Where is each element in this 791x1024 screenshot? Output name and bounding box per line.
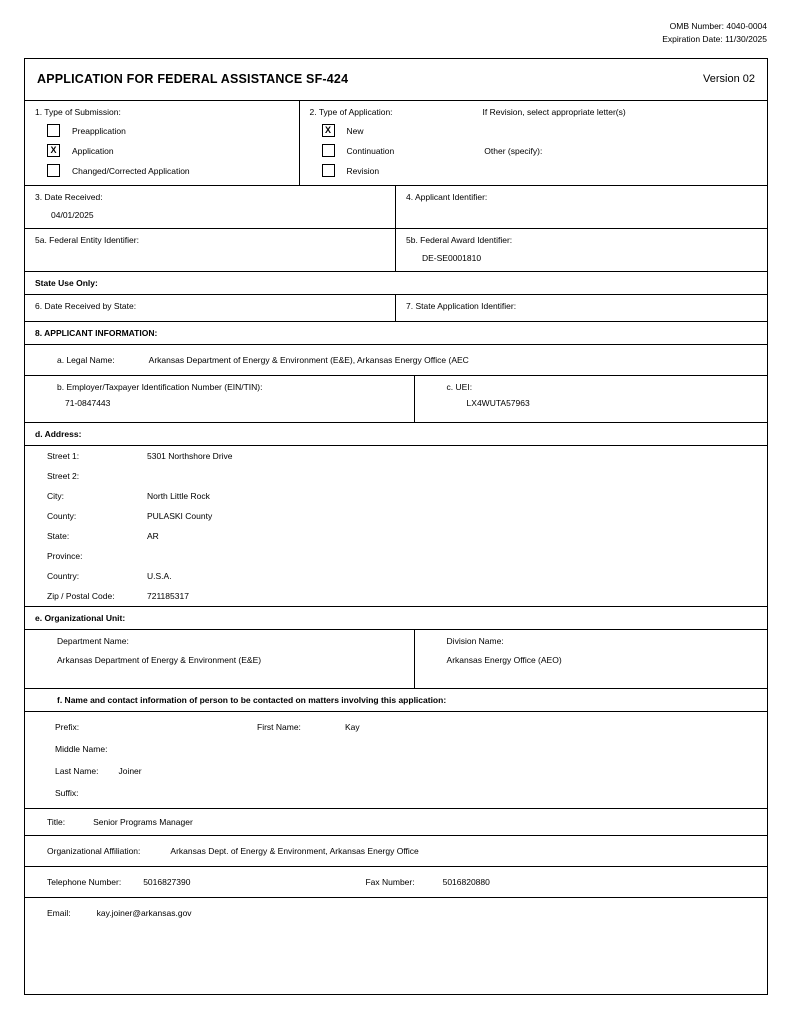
address-city-value[interactable]: North Little Rock bbox=[147, 491, 210, 501]
contact-title-cell bbox=[25, 809, 767, 835]
uei-cell bbox=[415, 376, 767, 422]
address-county bbox=[25, 506, 767, 526]
contact-suffix-label: Suffix: bbox=[55, 788, 79, 798]
row-contact-title bbox=[25, 809, 767, 836]
item2-label: 2. Type of Application: bbox=[309, 107, 393, 117]
address-state-value[interactable]: AR bbox=[147, 531, 159, 541]
address-county-label: County: bbox=[47, 511, 77, 521]
contact-affiliation-cell bbox=[25, 836, 767, 866]
contact-prefix-firstname bbox=[25, 716, 767, 738]
contact-title-value[interactable]: Senior Programs Manager bbox=[93, 817, 193, 827]
row-address-heading bbox=[25, 423, 767, 446]
submission-type-block bbox=[25, 101, 767, 186]
ein-value[interactable]: 71-0847443 bbox=[65, 398, 111, 408]
checkbox-continuation[interactable] bbox=[322, 144, 335, 157]
address-state bbox=[25, 526, 767, 546]
address-street1 bbox=[25, 446, 767, 466]
omb-expiration: Expiration Date: 11/30/2025 bbox=[662, 34, 767, 45]
item2-option-revision[interactable] bbox=[310, 164, 757, 177]
item5b-federal-award-identifier bbox=[396, 229, 767, 271]
address-zip bbox=[25, 586, 767, 606]
address-street2-label: Street 2: bbox=[47, 471, 80, 481]
item2-revision-note: If Revision, select appropriate letter(s) bbox=[482, 107, 626, 117]
checkbox-preapplication[interactable] bbox=[47, 124, 60, 137]
telephone-label: Telephone Number: bbox=[47, 877, 122, 887]
item2-other-specify-label: Other (specify): bbox=[484, 145, 543, 156]
item2-option-continuation[interactable] bbox=[310, 144, 757, 157]
item5b-value[interactable]: DE-SE0001810 bbox=[422, 253, 482, 263]
item1-type-of-submission bbox=[25, 101, 300, 185]
item8-heading: 8. APPLICANT INFORMATION: bbox=[35, 328, 158, 338]
item5a-federal-entity-identifier bbox=[25, 229, 396, 271]
address-country-value[interactable]: U.S.A. bbox=[147, 571, 172, 581]
item8-heading-cell bbox=[25, 322, 767, 344]
row-item5a-item5b bbox=[25, 229, 767, 272]
row-ein-uei bbox=[25, 376, 767, 423]
telephone-fax-cell bbox=[25, 867, 767, 897]
address-block bbox=[25, 446, 767, 607]
address-street2 bbox=[25, 466, 767, 486]
address-country bbox=[25, 566, 767, 586]
page-title: APPLICATION FOR FEDERAL ASSISTANCE SF-424 bbox=[37, 71, 349, 86]
item1-option-application-label: Application bbox=[72, 145, 114, 156]
item4-label: 4. Applicant Identifier: bbox=[406, 192, 488, 202]
legal-name-cell bbox=[25, 345, 767, 375]
item1-option-preapplication[interactable] bbox=[35, 124, 289, 137]
omb-number: OMB Number: 4040-0004 bbox=[669, 21, 767, 31]
contact-affiliation-label: Organizational Affiliation: bbox=[47, 846, 141, 856]
contact-heading-cell bbox=[25, 689, 767, 711]
contact-middle-name-label: Middle Name: bbox=[55, 744, 108, 754]
item1-label: 1. Type of Submission: bbox=[35, 107, 121, 117]
row-department-division bbox=[25, 630, 767, 689]
sf424-form bbox=[24, 58, 768, 995]
department-value[interactable]: Arkansas Department of Energy & Environment (E&E) bbox=[57, 655, 262, 665]
item7-label: 7. State Application Identifier: bbox=[406, 301, 517, 311]
checkbox-changed-corrected[interactable] bbox=[47, 164, 60, 177]
fax-value[interactable]: 5016820880 bbox=[442, 877, 490, 887]
item1-option-preapplication-label: Preapplication bbox=[72, 125, 126, 136]
legal-name-label: a. Legal Name: bbox=[57, 355, 115, 365]
item5a-label: 5a. Federal Entity Identifier: bbox=[35, 235, 139, 245]
item2-option-continuation-label: Continuation bbox=[346, 145, 395, 156]
email-label: Email: bbox=[47, 908, 71, 918]
division-cell bbox=[415, 630, 767, 688]
omb-info bbox=[662, 20, 767, 46]
address-state-label: State: bbox=[47, 531, 70, 541]
item2-option-new-label: New bbox=[346, 125, 364, 136]
contact-first-name-value[interactable]: Kay bbox=[345, 722, 360, 732]
contact-first-name-label: First Name: bbox=[257, 722, 301, 732]
row-contact-heading bbox=[25, 689, 767, 712]
address-city bbox=[25, 486, 767, 506]
division-value[interactable]: Arkansas Energy Office (AEO) bbox=[446, 655, 562, 665]
telephone-value[interactable]: 5016827390 bbox=[143, 877, 191, 887]
contact-suffix bbox=[25, 782, 767, 804]
contact-middle-name bbox=[25, 738, 767, 760]
item1-option-changed-corrected-label: Changed/Corrected Application bbox=[72, 165, 190, 176]
item3-date-received bbox=[25, 186, 396, 228]
checkbox-application[interactable]: X bbox=[47, 144, 60, 157]
uei-value[interactable]: LX4WUTA57963 bbox=[466, 398, 530, 408]
address-street1-value[interactable]: 5301 Northshore Drive bbox=[147, 451, 233, 461]
email-cell bbox=[25, 898, 767, 994]
contact-title-label: Title: bbox=[47, 817, 66, 827]
row-state-use-only bbox=[25, 272, 767, 295]
address-county-value[interactable]: PULASKI County bbox=[147, 511, 213, 521]
department-label: Department Name: bbox=[57, 636, 129, 646]
uei-label: c. UEI: bbox=[446, 382, 473, 392]
state-use-only-label: State Use Only: bbox=[35, 278, 98, 288]
form-title-bar bbox=[25, 59, 767, 101]
item4-applicant-identifier bbox=[396, 186, 767, 228]
row-telephone-fax bbox=[25, 867, 767, 898]
item2-option-new[interactable] bbox=[310, 124, 757, 137]
contact-affiliation-value[interactable]: Arkansas Dept. of Energy & Environment, Arkansas Energy Office bbox=[170, 846, 419, 856]
item3-label: 3. Date Received: bbox=[35, 192, 103, 202]
row-contact-affiliation bbox=[25, 836, 767, 867]
row-legal-name bbox=[25, 345, 767, 376]
contact-prefix-label: Prefix: bbox=[55, 722, 80, 732]
address-country-label: Country: bbox=[47, 571, 80, 581]
ein-label: b. Employer/Taxpayer Identification Number (EIN/TIN): bbox=[57, 382, 263, 392]
contact-name-block bbox=[25, 712, 767, 809]
org-unit-heading: e. Organizational Unit: bbox=[35, 613, 126, 623]
fax-label: Fax Number: bbox=[365, 877, 415, 887]
contact-heading: f. Name and contact information of person to be contacted on matters involving this application: bbox=[57, 695, 447, 705]
address-province-label: Province: bbox=[47, 551, 83, 561]
contact-last-name-label: Last Name: bbox=[55, 766, 99, 776]
item3-value[interactable]: 04/01/2025 bbox=[51, 210, 94, 220]
item2-type-of-application bbox=[300, 101, 767, 185]
address-city-label: City: bbox=[47, 491, 64, 501]
address-zip-value[interactable]: 721185317 bbox=[147, 591, 189, 601]
item6-date-received-by-state bbox=[25, 295, 396, 321]
state-use-only-heading bbox=[25, 272, 767, 294]
division-label: Division Name: bbox=[446, 636, 504, 646]
item5b-label: 5b. Federal Award Identifier: bbox=[406, 235, 513, 245]
address-zip-label: Zip / Postal Code: bbox=[47, 591, 115, 601]
row-item6-item7 bbox=[25, 295, 767, 322]
email-block-spacer bbox=[47, 918, 757, 988]
item1-option-changed-corrected[interactable] bbox=[35, 164, 289, 177]
contact-last-name-value[interactable]: Joiner bbox=[118, 766, 142, 776]
email-value[interactable]: kay.joiner@arkansas.gov bbox=[96, 908, 192, 918]
item6-label: 6. Date Received by State: bbox=[35, 301, 137, 311]
item2-option-revision-label: Revision bbox=[346, 165, 380, 176]
item7-state-application-identifier bbox=[396, 295, 767, 321]
row-item8-heading bbox=[25, 322, 767, 345]
org-unit-heading-cell bbox=[25, 607, 767, 629]
contact-last-name bbox=[25, 760, 767, 782]
ein-cell bbox=[25, 376, 415, 422]
address-heading: d. Address: bbox=[35, 429, 82, 439]
row-item3-item4 bbox=[25, 186, 767, 229]
address-province bbox=[25, 546, 767, 566]
address-street1-label: Street 1: bbox=[47, 451, 80, 461]
item1-option-application[interactable] bbox=[35, 144, 289, 157]
row-org-unit-heading bbox=[25, 607, 767, 630]
legal-name-value[interactable]: Arkansas Department of Energy & Environment (E&E), Arkansas Energy Office (AEC bbox=[148, 355, 469, 365]
checkbox-new[interactable]: X bbox=[322, 124, 335, 137]
form-version: Version 02 bbox=[703, 72, 755, 85]
checkbox-revision[interactable] bbox=[322, 164, 335, 177]
row-email bbox=[25, 898, 767, 994]
department-cell bbox=[25, 630, 415, 688]
address-heading-cell bbox=[25, 423, 767, 445]
